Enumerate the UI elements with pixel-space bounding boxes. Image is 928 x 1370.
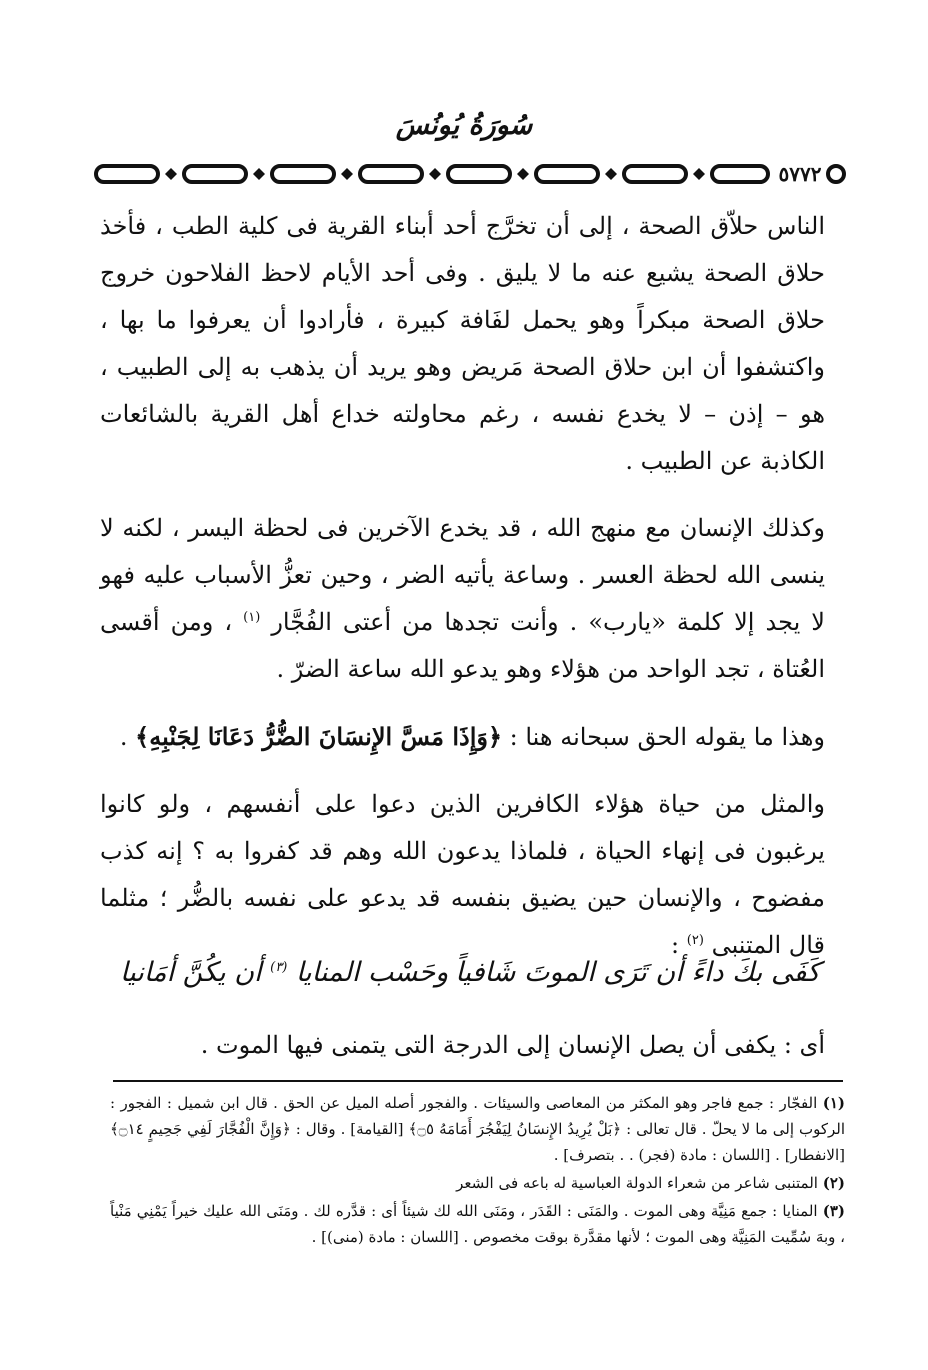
footnote-ref-1: (١)	[243, 610, 261, 625]
paragraph-4	[100, 781, 825, 969]
poem-second-text-a: وحَسْب المنايا	[295, 957, 449, 988]
paragraph-1: الناس حلاّق الصحة ، إلى أن تخرَّج أحد أبناء القرية فى كلية الطب ، فأخذ حلاق الصحة يشيع عنه ما لا يليق . وفى أحد الأيام لاحظ الفلاحون خروج حلاق الصحة مبكراً وهو يحمل لفَافة كبيرة ، فأرادوا أن يعرفوا ما بها ، واكتشفوا أن ابن حلاق الصحة مَريض وهو يريد أن يذهب به إلى الطبيب ، هو – إذن – لا يخدع نفسه ، رغم محاولته خداع أهل القرية بالشائعات الكاذبة عن الطبيب .	[100, 212, 825, 475]
footnote-1	[110, 1090, 845, 1168]
verse-meaning: أى : يكفى أن يصل الإنسان إلى الدرجة التى يتمنى فيها الموت .	[200, 1031, 825, 1059]
quran-verse: ﴿وَإِذَا مَسَّ الإِنسَانَ الضُّرُّ دَعَانَا لِجَنْبِهِ﴾	[135, 722, 503, 751]
footnote-separator	[113, 1080, 843, 1082]
footnote-text: الفجّار : جمع فاجر وهو المكثر من المعاصى والسيئات . والفجور أصله الميل عن الحق . قال ابن شميل : الفجور : الركوب إلى ما لا يحلّ . قال تعالى : ﴿بَلْ يُرِيدُ الإِنسَانُ لِيَفْجُرَ أَمَامَهُ ۝٥﴾ [القيامة] . وقال : ﴿وَإِنَّ الْفُجَّارَ لَفِي جَحِيمٍ ۝١٤﴾ [الانفطار] . [اللسان : مادة (فجر) . . بتصرف] .	[110, 1094, 845, 1164]
paragraph-2-text-a: وكذلك الإنسان مع منهج الله ، قد يخدع الآخرين فى لحظة اليسر ، لكنه لا ينسى الله لحظة العسر . وساعة يأتيه الضر ، وحين تعزُّ الأسباب عليه فهو لا يجد إلا كلمة «يارب» . وأنت تجدها من أعتى الفُجَّار	[100, 514, 825, 636]
footnote-text: المتنبى شاعر من شعراء الدولة العباسية له باعه فى الشعر	[456, 1174, 818, 1192]
footnote-2	[110, 1170, 845, 1196]
poem-verse	[120, 957, 820, 1012]
footnote-text: المنايا : جمع مَنِيَّة وهى الموت . والمَنَى : القَدَر ، ومَنَى الله لك شيئاً أى : قدَّره لك . ومَنَى الله عليك خيراً يَمْنِي مَنْياً ، وبهَ سُمِّيت المَنِيَّة وهى الموت ؛ لأنها مقدَّرة بوقت مخصوص . [اللسان : مادة (منى)] .	[110, 1202, 845, 1246]
footnote-ref-3: (٣)	[270, 960, 288, 975]
ornamental-divider	[92, 160, 847, 188]
footnote-ref-2: (٢)	[686, 933, 704, 948]
footnotes	[110, 1090, 845, 1252]
poem-first-hemistich: كَفَى بكَ داءً أن تَرَى الموتَ شَافياً	[455, 957, 820, 988]
paragraph-3-intro: وهذا ما يقوله الحق سبحانه هنا :	[509, 723, 825, 751]
paragraph-4-text: والمثل من حياة هؤلاء الكافرين الذين دعوا على أنفسهم ، ولو كانوا يرغبون فى إنهاء الحياة ، فلماذا يدعون الله وهم قد كفروا به ؟ إنه كذب مفضوح ، والإنسان حين يضيق بنفسه قد يدعو على نفسه بالضُّر ؛ مثلما قال المتنبى	[100, 790, 825, 959]
page-number: ٥٧٧٢	[778, 162, 822, 186]
footnote-3	[110, 1198, 845, 1250]
footnote-marker: (٢)	[822, 1174, 845, 1192]
main-text	[100, 203, 825, 989]
paragraph-3-end: .	[119, 723, 128, 751]
footnote-marker: (٣)	[822, 1202, 845, 1220]
surah-title: سُورَةُ يُونُسَ	[395, 110, 533, 141]
poem-second-hemistich	[120, 957, 448, 988]
paragraph-2	[100, 505, 825, 693]
paragraph-3	[100, 713, 825, 761]
paragraph-4-end: :	[671, 931, 680, 959]
paragraph-2-text-b: ، ومن أقسى العُتاة ، تجد الواحد من هؤلاء وهو يدعو الله ساعة الضرّ .	[100, 608, 825, 683]
footnote-marker: (١)	[822, 1094, 845, 1112]
poem-second-text-b: أن يكُنَّ أمَانيا	[120, 957, 262, 988]
